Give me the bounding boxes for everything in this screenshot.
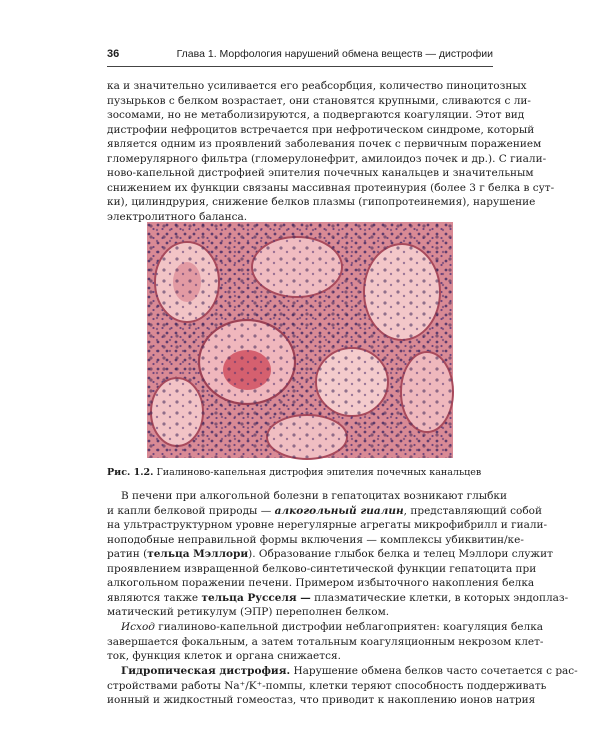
figure-caption <box>107 467 481 478</box>
outcome-term: Исход <box>121 621 155 633</box>
text-line: являются также тельца Русселя — плазматические клетки, в которых эндоплаз- <box>107 591 569 604</box>
histology-micrograph <box>147 222 453 458</box>
text-line: электролитного баланса. <box>107 210 248 223</box>
header-rule <box>107 66 493 67</box>
page-header <box>107 48 493 64</box>
text-line: Исход гиалиново-капельной дистрофии неблагоприятен: коагуляция белка <box>121 621 544 633</box>
text-line: ка и значительно усиливается его реабсорбция, количество пиноцитозных <box>107 80 527 92</box>
text-line: Гидропическая дистрофия. Нарушение обмена белков часто сочетается с рас- <box>121 665 578 677</box>
mallory-bodies-term: тельца Мэллори <box>147 548 249 560</box>
text-line: ток, функция клеток и органа снижается. <box>107 650 341 662</box>
text-line: проявлением извращенной белково-синтетической функции гепатоцита при <box>107 562 537 575</box>
text-line: ионный и жидкостный гомеостаз, что приводит к накоплению ионов натрия <box>107 694 536 706</box>
text-line: ново-капельной дистрофией эпителия почечных канальцев и значительным <box>107 167 534 179</box>
text-line: зосомами, но не метаболизируются, а подвергаются коагуляции. Этот вид <box>107 109 525 121</box>
text-line: ноподобные неправильной формы включения — комплексы убиквитин/ке- <box>107 533 524 546</box>
paragraph-2 <box>107 489 569 620</box>
text-line: и капли белковой природы — алкогольный гиалин, представляющий собой <box>107 504 542 517</box>
text-line: гломерулярного фильтра (гломерулонефрит, амилоидоз почек и др.). С гиали- <box>107 152 547 165</box>
text-line: стройствами работы Na⁺/K⁺-помпы, клетки теряют способность поддерживать <box>107 679 547 692</box>
text-line: пузырьков с белком возрастает, они становятся крупными, сливаются с ли- <box>107 94 531 107</box>
text-line: алкогольном поражении печени. Примером избыточного накопления белка <box>107 577 535 589</box>
text-line: В печени при алкогольной болезни в гепатоцитах возникают глыбки <box>121 490 507 502</box>
section-heading-hydropic: Гидропическая дистрофия. <box>121 665 291 677</box>
paragraph-4 <box>107 664 578 708</box>
text-line: завершается фокальным, а затем тотальным коагуляционным некрозом клет- <box>107 635 544 648</box>
paragraph-1 <box>107 79 555 224</box>
caption-text: Гиалиново-капельная дистрофия эпителия почечных канальцев <box>156 467 482 478</box>
text-line: на ультраструктурном уровне нерегулярные агрегаты микрофибрилл и гиали- <box>107 519 548 531</box>
text-line: является одним из проявлений заболевания почек с первичным поражением <box>107 138 542 150</box>
page-number: 36 <box>107 48 120 60</box>
caption-label: Рис. 1.2. <box>107 467 154 478</box>
chapter-title: Глава 1. Морфология нарушений обмена веществ — дистрофии <box>176 48 493 60</box>
text-line: дистрофии нефроцитов встречается при нефротическом синдроме, который <box>107 123 535 136</box>
paragraph-3 <box>107 620 544 664</box>
text-line: ратин (тельца Мэллори). Образование глыбок белка и телец Мэллори служит <box>107 548 553 560</box>
text-line: матический ретикулум (ЭПР) переполнен белком. <box>107 606 390 618</box>
text-line: ки), цилиндрурия, снижение белков плазмы (гипопротеинемия), нарушение <box>107 196 536 208</box>
text-line: снижением их функции связаны массивная протеинурия (более 3 г белка в сут- <box>107 181 555 194</box>
alcoholic-hyaline-term: алкогольный гиалин <box>274 504 404 517</box>
russell-bodies-term: тельца Русселя — <box>201 591 311 604</box>
